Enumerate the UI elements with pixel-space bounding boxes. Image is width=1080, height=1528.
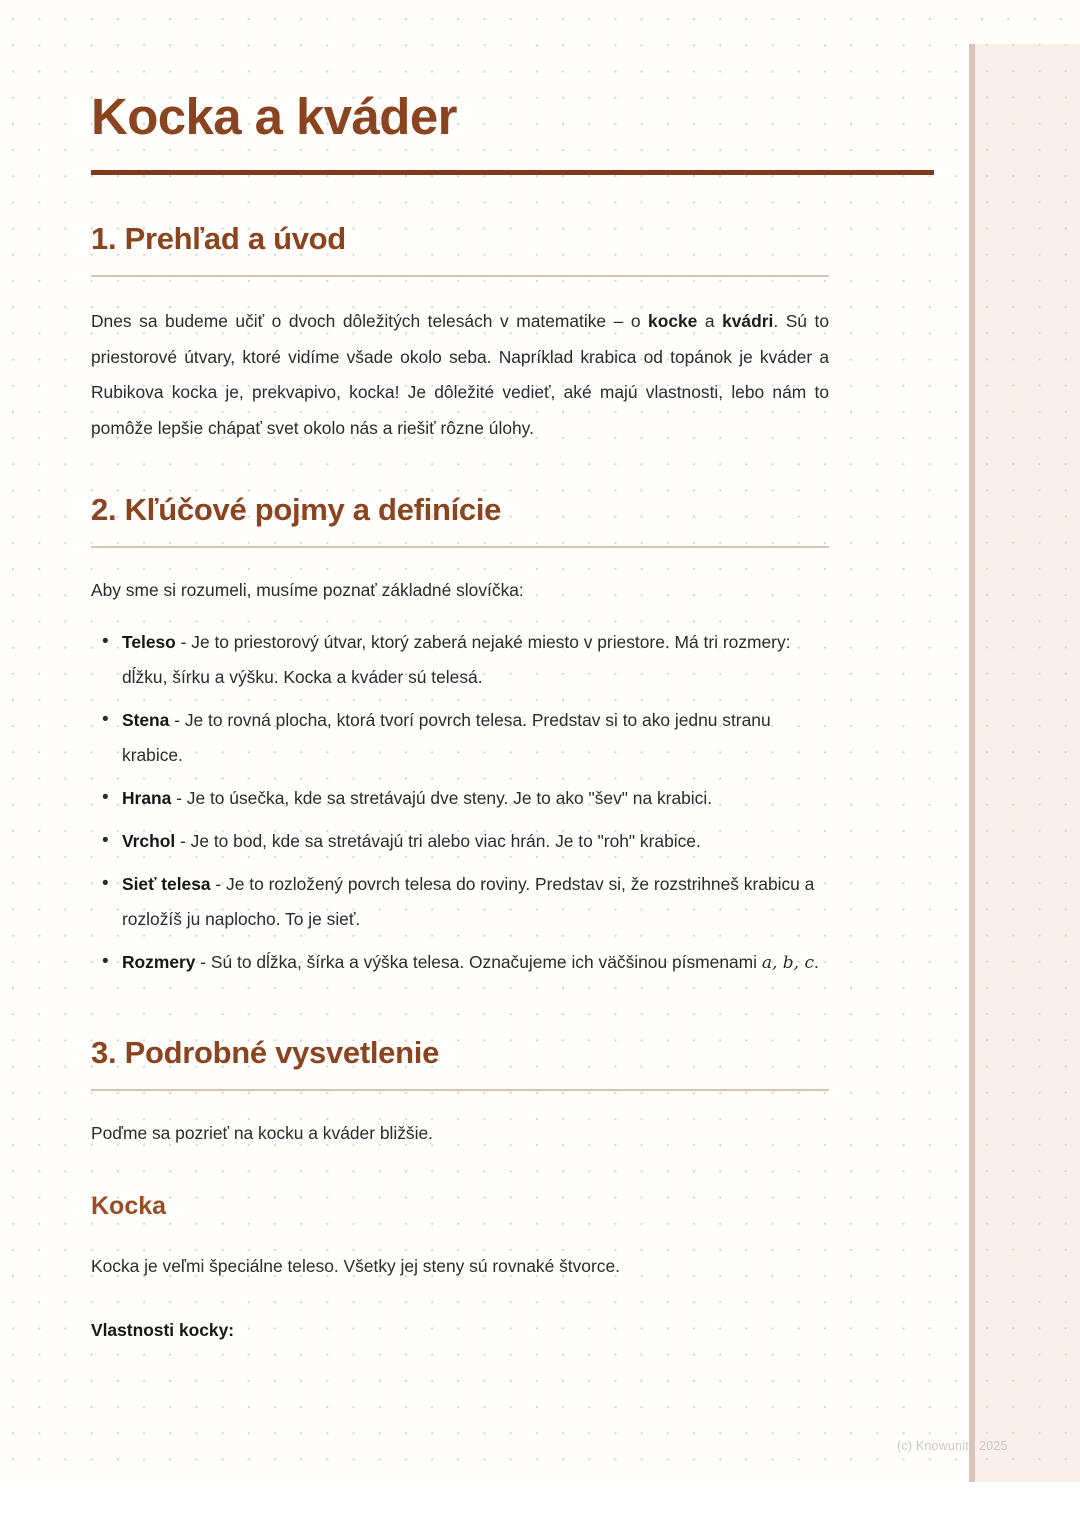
- paragraph-text-middle: a: [697, 311, 723, 331]
- list-item: [91, 867, 829, 945]
- list-item: [91, 824, 829, 867]
- term-definition: - Sú to dĺžka, šírka a výška telesa. Označujeme ich väčšinou písmenami: [195, 952, 762, 972]
- section-3-lead: Poďme sa pozrieť na kocku a kváder bližšie.: [91, 1123, 433, 1143]
- list-item: [91, 945, 829, 989]
- copyright-watermark: (c) Knowunity 2025: [897, 1439, 1008, 1453]
- term-definition: - Je to úsečka, kde sa stretávajú dve steny. Je to ako "šev" na krabici.: [171, 788, 713, 808]
- term-label: Teleso: [122, 632, 176, 652]
- properties-label: Vlastnosti kocky:: [91, 1319, 235, 1340]
- term-definition: - Je to rozložený povrch telesa do roviny. Predstav si, že rozstrihneš krabicu a rozložíš ju naplocho. To je sieť.: [122, 874, 815, 929]
- page-title: Kocka a kváder: [91, 88, 457, 145]
- math-variables: a, b, c: [761, 953, 815, 973]
- section-2-lead: Aby sme si rozumeli, musíme poznať základné slovíčka:: [91, 580, 524, 600]
- key-terms-list: [91, 607, 829, 989]
- term-definition: - Je to bod, kde sa stretávajú tri alebo viac hrán. Je to "roh" krabice.: [175, 831, 701, 851]
- sub-paragraph-kocka: Kocka je veľmi špeciálne teleso. Všetky jej steny sú rovnaké štvorce.: [91, 1256, 620, 1276]
- section-1-paragraph: [91, 277, 829, 446]
- keyword-kvadri: kvádri: [722, 311, 774, 331]
- term-label: Sieť telesa: [122, 874, 211, 894]
- paragraph-text-start: Dnes sa budeme učiť o dvoch dôležitých telesách v matematike – o: [91, 311, 649, 331]
- list-item: [91, 703, 829, 781]
- term-definition: - Je to priestorový útvar, ktorý zaberá nejaké miesto v priestore. Má tri rozmery: dĺžku, šírku a výšku. Kocka a kváder sú telesá.: [122, 632, 791, 687]
- term-label: Hrana: [122, 788, 172, 808]
- section-heading-3: 3. Podrobné vysvetlenie: [91, 1035, 440, 1070]
- term-label: Stena: [122, 710, 170, 730]
- list-item: [91, 781, 829, 824]
- document-content: [91, 0, 829, 1345]
- keyword-kocke: kocke: [648, 311, 698, 331]
- term-definition: - Je to rovná plocha, ktorá tvorí povrch telesa. Predstav si to ako jednu stranu krabice.: [122, 710, 771, 765]
- term-definition-end: .: [814, 952, 819, 972]
- paragraph-text-end: . Sú to priestorové útvary, ktoré vidíme všade okolo seba. Napríklad krabica od topánok je kváder a Rubikova kocka je, prekvapivo, kocka! Je dôležité vedieť, aké majú vlastnosti, lebo nám to pomôže lepšie chápať svet okolo nás a riešiť rôzne úlohy.: [91, 311, 829, 438]
- section-heading-2: 2. Kľúčové pojmy a definície: [91, 492, 502, 527]
- list-item: [91, 625, 829, 703]
- section-heading-1: 1. Prehľad a úvod: [91, 221, 346, 256]
- page-edge-panel: [975, 44, 1080, 1482]
- sub-heading-kocka: Kocka: [91, 1192, 167, 1220]
- term-label: Rozmery: [122, 952, 196, 972]
- term-label: Vrchol: [122, 831, 176, 851]
